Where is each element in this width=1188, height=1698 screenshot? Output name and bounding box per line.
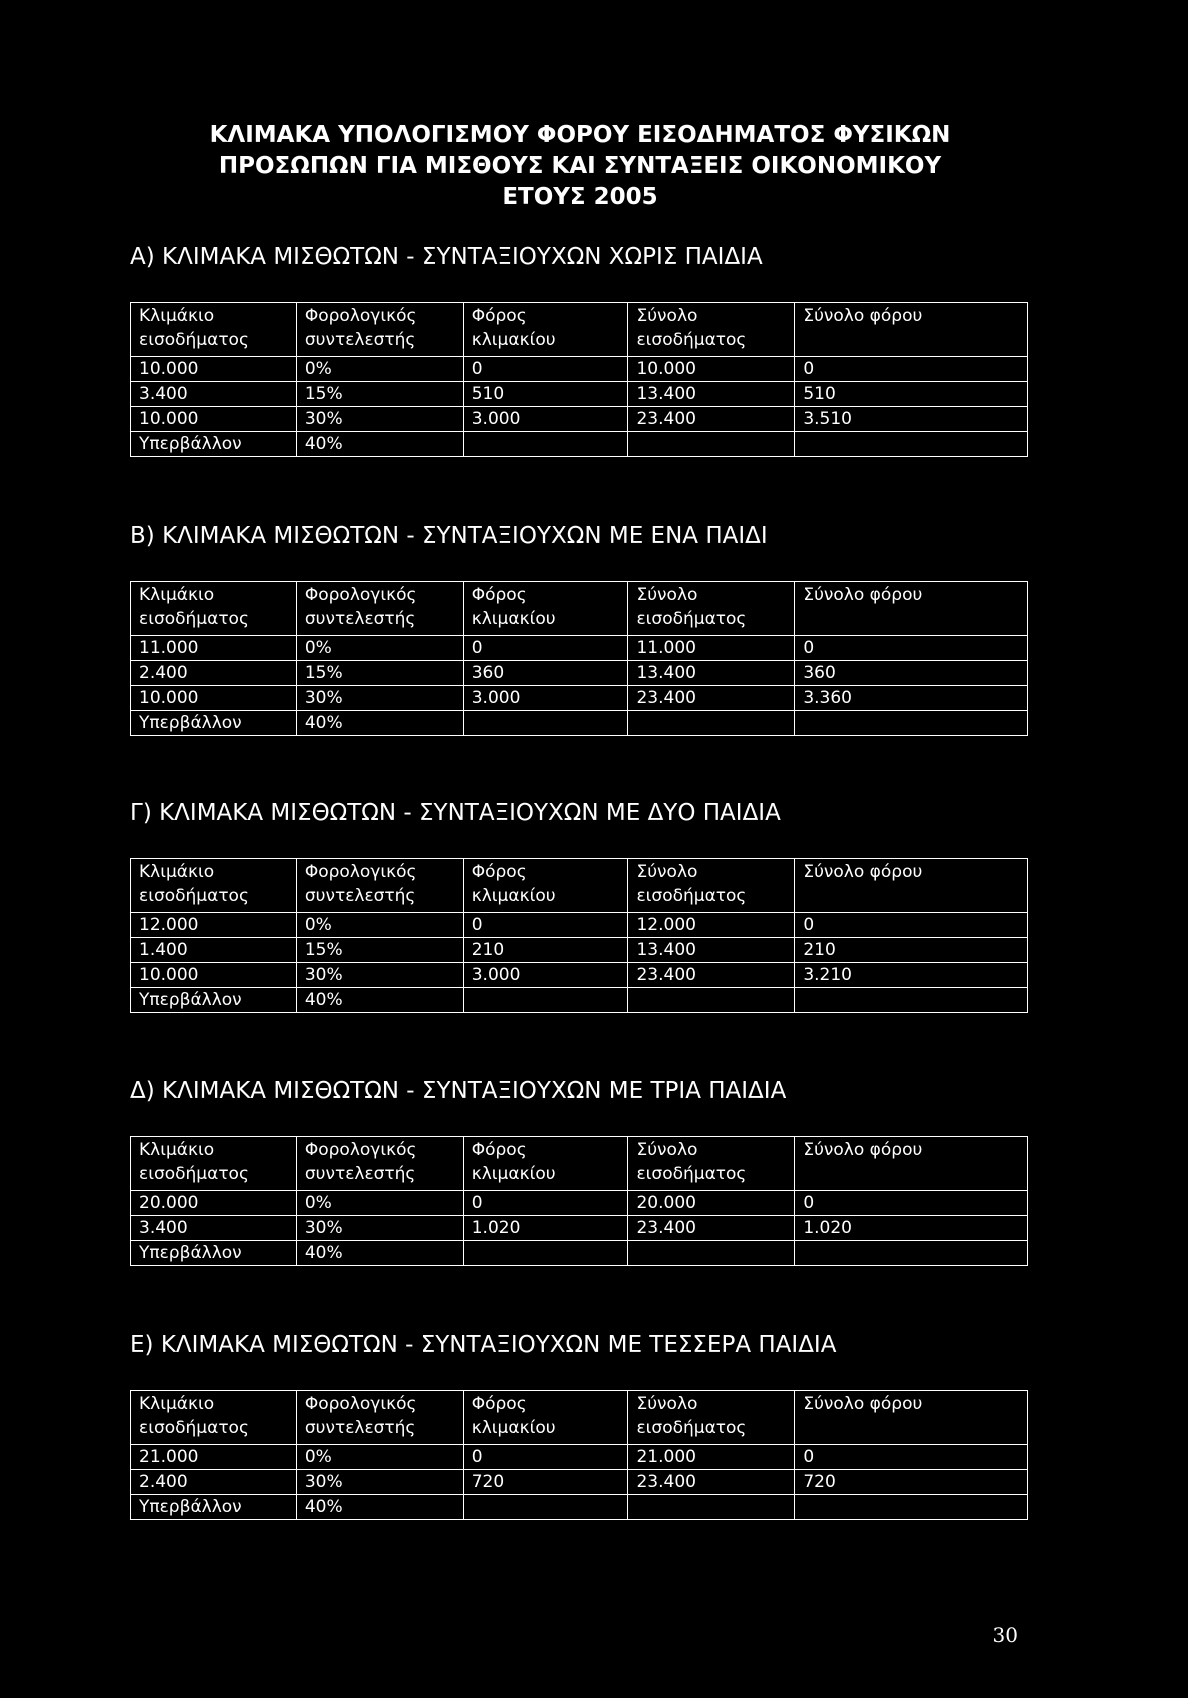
table-cell: 210 [795, 938, 1028, 963]
table-row [131, 913, 1028, 938]
table-cell [463, 432, 628, 457]
table-row [131, 1216, 1028, 1241]
table-cell [628, 1495, 795, 1520]
table-cell: 12.000 [131, 913, 297, 938]
title-line: ΕΤΟΥΣ 2005 [502, 184, 658, 210]
table-cell: 0 [795, 357, 1028, 382]
column-header-line [803, 884, 1019, 908]
table-cell [463, 1241, 628, 1266]
table-cell: 23.400 [628, 1216, 795, 1241]
table-row [131, 938, 1028, 963]
column-header-line: Φόρος [471, 862, 527, 882]
table-cell: 13.400 [628, 938, 795, 963]
table-cell: 2.400 [131, 661, 297, 686]
table-cell: 10.000 [628, 357, 795, 382]
column-header-line: εισοδήματος [139, 609, 249, 629]
column-header-line: Κλιμάκιο [139, 1140, 215, 1160]
column-header-line: Σύνολο [636, 306, 698, 326]
column-header-line: Σύνολο [636, 585, 698, 605]
column-header [628, 1137, 795, 1191]
table-cell: 3.400 [131, 382, 297, 407]
column-header-line: Κλιμάκιο [139, 862, 215, 882]
table-cell: 40% [296, 1495, 463, 1520]
column-header [296, 303, 463, 357]
table-cell: 0 [463, 636, 628, 661]
table-row [131, 661, 1028, 686]
table-row [131, 711, 1028, 736]
table-cell [628, 711, 795, 736]
table-cell: 10.000 [131, 686, 297, 711]
column-header [131, 1137, 297, 1191]
column-header [628, 859, 795, 913]
tax-scale-table [130, 581, 1028, 736]
table-cell: 3.000 [463, 686, 628, 711]
table-cell: 10.000 [131, 357, 297, 382]
column-header-line: κλιμακίου [471, 1418, 556, 1438]
document-title [130, 120, 1030, 213]
table-cell: 23.400 [628, 686, 795, 711]
table-cell: 3.210 [795, 963, 1028, 988]
table-row [131, 1241, 1028, 1266]
table-row [131, 988, 1028, 1013]
column-header [795, 1137, 1028, 1191]
table-cell: 30% [296, 686, 463, 711]
table-cell: 510 [795, 382, 1028, 407]
column-header [795, 1391, 1028, 1445]
column-header-line [803, 607, 1019, 631]
table-cell: 21.000 [628, 1445, 795, 1470]
table-cell [795, 432, 1028, 457]
column-header-line: Φόρος [471, 306, 527, 326]
table-cell: 360 [463, 661, 628, 686]
table-cell [795, 988, 1028, 1013]
section-title: Ε) ΚΛΙΜΑΚΑ ΜΙΣΘΩΤΩΝ - ΣΥΝΤΑΞΙΟΥΧΩΝ ΜΕ ΤΕΣΣΕΡΑ ΠΑΙΔΙΑ [130, 1332, 837, 1358]
table-cell: 360 [795, 661, 1028, 686]
column-header-line: Φορολογικός [304, 1140, 417, 1160]
column-header-line: Κλιμάκιο [139, 1394, 215, 1414]
table-row [131, 1191, 1028, 1216]
table-cell: 11.000 [131, 636, 297, 661]
column-header-line: συντελεστής [304, 609, 416, 629]
column-header-line: εισοδήματος [139, 1164, 249, 1184]
column-header-line [803, 1162, 1019, 1186]
table-cell: Υπερβάλλον [131, 432, 297, 457]
section-e [130, 1331, 1028, 1517]
column-header-line: Φόρος [471, 1140, 527, 1160]
table-cell [463, 1495, 628, 1520]
column-header-line: συντελεστής [304, 1418, 416, 1438]
column-header [628, 582, 795, 636]
table-cell: 15% [296, 661, 463, 686]
column-header-line: Φόρος [471, 1394, 527, 1414]
column-header-line: εισοδήματος [636, 1418, 747, 1438]
table-cell: 23.400 [628, 963, 795, 988]
column-header-line: Σύνολο [636, 862, 698, 882]
table-cell: 2.400 [131, 1470, 297, 1495]
column-header-line: Φορολογικός [304, 306, 417, 326]
section-b [130, 522, 1028, 733]
table-cell [628, 988, 795, 1013]
table-cell: 3.000 [463, 963, 628, 988]
column-header-line: κλιμακίου [471, 1164, 556, 1184]
table-row [131, 686, 1028, 711]
column-header [795, 859, 1028, 913]
table-cell: 0 [795, 636, 1028, 661]
table-cell: 0% [296, 1445, 463, 1470]
table-cell: 0% [296, 357, 463, 382]
table-cell: 30% [296, 407, 463, 432]
column-header-line: Κλιμάκιο [139, 306, 215, 326]
column-header-line: Φορολογικός [304, 585, 417, 605]
table-cell: 0 [463, 357, 628, 382]
column-header [463, 1391, 628, 1445]
column-header-line: Σύνολο φόρου [803, 862, 923, 882]
page-number: 30 [992, 1623, 1018, 1647]
table-cell: 1.020 [463, 1216, 628, 1241]
column-header-line: Σύνολο φόρου [803, 1394, 923, 1414]
table-row [131, 1495, 1028, 1520]
title-line: ΚΛΙΜΑΚΑ ΥΠΟΛΟΓΙΣΜΟΥ ΦΟΡΟΥ ΕΙΣΟΔΗΜΑΤΟΣ ΦΥΣΙΚΩΝ [209, 122, 951, 148]
table-cell: 10.000 [131, 407, 297, 432]
column-header-line: εισοδήματος [636, 330, 747, 350]
table-cell [795, 711, 1028, 736]
table-cell: Υπερβάλλον [131, 711, 297, 736]
table-cell: 210 [463, 938, 628, 963]
column-header [463, 859, 628, 913]
table-cell: 0% [296, 913, 463, 938]
column-header-line: Κλιμάκιο [139, 585, 215, 605]
column-header-line: συντελεστής [304, 886, 416, 906]
column-header [131, 582, 297, 636]
table-cell: 15% [296, 382, 463, 407]
tax-scale-table [130, 858, 1028, 1013]
column-header-line: κλιμακίου [471, 609, 556, 629]
table-header-row [131, 303, 1028, 357]
column-header-line: εισοδήματος [139, 886, 249, 906]
column-header-line: συντελεστής [304, 330, 416, 350]
table-row [131, 1470, 1028, 1495]
table-cell: 720 [463, 1470, 628, 1495]
table-cell: 0 [463, 913, 628, 938]
column-header [296, 859, 463, 913]
column-header [463, 582, 628, 636]
column-header [296, 1137, 463, 1191]
table-cell: 0 [463, 1191, 628, 1216]
section-d [130, 1077, 1028, 1263]
table-cell: 0 [795, 1445, 1028, 1470]
column-header-line: Σύνολο φόρου [803, 306, 923, 326]
column-header-line: Σύνολο φόρου [803, 585, 923, 605]
column-header [463, 1137, 628, 1191]
table-row [131, 636, 1028, 661]
table-cell: 3.000 [463, 407, 628, 432]
table-cell: 0% [296, 1191, 463, 1216]
tax-scale-table [130, 1136, 1028, 1266]
table-cell: 12.000 [628, 913, 795, 938]
table-cell: 1.400 [131, 938, 297, 963]
table-header-row [131, 859, 1028, 913]
section-title: Γ) ΚΛΙΜΑΚΑ ΜΙΣΘΩΤΩΝ - ΣΥΝΤΑΞΙΟΥΧΩΝ ΜΕ ΔΥΟ ΠΑΙΔΙΑ [130, 800, 781, 826]
column-header-line: εισοδήματος [636, 609, 747, 629]
table-cell [628, 1241, 795, 1266]
table-cell: 510 [463, 382, 628, 407]
table-row [131, 382, 1028, 407]
table-cell [628, 432, 795, 457]
table-cell: 20.000 [131, 1191, 297, 1216]
table-cell: 30% [296, 963, 463, 988]
column-header-line: εισοδήματος [636, 886, 747, 906]
table-cell [795, 1241, 1028, 1266]
table-header-row [131, 582, 1028, 636]
column-header [131, 859, 297, 913]
table-cell: Υπερβάλλον [131, 1495, 297, 1520]
column-header [296, 582, 463, 636]
table-cell: 0% [296, 636, 463, 661]
table-cell: 13.400 [628, 382, 795, 407]
section-title: Δ) ΚΛΙΜΑΚΑ ΜΙΣΘΩΤΩΝ - ΣΥΝΤΑΞΙΟΥΧΩΝ ΜΕ ΤΡΙΑ ΠΑΙΔΙΑ [130, 1078, 787, 1104]
table-row [131, 432, 1028, 457]
column-header-line: Σύνολο φόρου [803, 1140, 923, 1160]
table-row [131, 407, 1028, 432]
table-cell: 3.510 [795, 407, 1028, 432]
table-cell: 23.400 [628, 1470, 795, 1495]
column-header-line: Σύνολο [636, 1394, 698, 1414]
column-header-line: εισοδήματος [139, 1418, 249, 1438]
table-cell: 3.360 [795, 686, 1028, 711]
column-header-line: κλιμακίου [471, 886, 556, 906]
table-cell: 11.000 [628, 636, 795, 661]
table-cell: 30% [296, 1470, 463, 1495]
column-header-line: Φορολογικός [304, 862, 417, 882]
section-title: Α) ΚΛΙΜΑΚΑ ΜΙΣΘΩΤΩΝ - ΣΥΝΤΑΞΙΟΥΧΩΝ ΧΩΡΙΣ ΠΑΙΔΙΑ [130, 244, 763, 270]
table-cell: 0 [463, 1445, 628, 1470]
table-cell: 20.000 [628, 1191, 795, 1216]
table-cell: 3.400 [131, 1216, 297, 1241]
table-cell: 40% [296, 1241, 463, 1266]
table-cell: 15% [296, 938, 463, 963]
table-row [131, 963, 1028, 988]
table-cell: 23.400 [628, 407, 795, 432]
column-header-line: κλιμακίου [471, 330, 556, 350]
table-cell: 40% [296, 988, 463, 1013]
column-header [131, 303, 297, 357]
column-header [296, 1391, 463, 1445]
column-header-line [803, 328, 1019, 352]
table-cell: Υπερβάλλον [131, 988, 297, 1013]
table-cell: 1.020 [795, 1216, 1028, 1241]
column-header [463, 303, 628, 357]
section-c [130, 799, 1028, 1010]
column-header-line: συντελεστής [304, 1164, 416, 1184]
column-header-line: Σύνολο [636, 1140, 698, 1160]
table-cell: 30% [296, 1216, 463, 1241]
tax-scale-table [130, 302, 1028, 457]
column-header [795, 582, 1028, 636]
column-header-line: εισοδήματος [139, 330, 249, 350]
table-cell [463, 988, 628, 1013]
section-a [130, 243, 1028, 454]
tax-scale-table [130, 1390, 1028, 1520]
column-header [628, 303, 795, 357]
column-header-line: Φόρος [471, 585, 527, 605]
table-cell: 0 [795, 1191, 1028, 1216]
table-cell: 13.400 [628, 661, 795, 686]
table-cell: 40% [296, 711, 463, 736]
column-header [628, 1391, 795, 1445]
table-header-row [131, 1391, 1028, 1445]
table-cell: 0 [795, 913, 1028, 938]
table-cell: Υπερβάλλον [131, 1241, 297, 1266]
table-cell: 720 [795, 1470, 1028, 1495]
title-line: ΠΡΟΣΩΠΩΝ ΓΙΑ ΜΙΣΘΟΥΣ ΚΑΙ ΣΥΝΤΑΞΕΙΣ ΟΙΚΟΝΟΜΙΚΟΥ [218, 153, 942, 179]
column-header [131, 1391, 297, 1445]
column-header [795, 303, 1028, 357]
table-row [131, 1445, 1028, 1470]
column-header-line: Φορολογικός [304, 1394, 417, 1414]
column-header-line [803, 1416, 1019, 1440]
table-cell [795, 1495, 1028, 1520]
table-cell: 10.000 [131, 963, 297, 988]
table-cell: 40% [296, 432, 463, 457]
column-header-line: εισοδήματος [636, 1164, 747, 1184]
section-title: Β) ΚΛΙΜΑΚΑ ΜΙΣΘΩΤΩΝ - ΣΥΝΤΑΞΙΟΥΧΩΝ ΜΕ ΕΝΑ ΠΑΙΔΙ [130, 523, 768, 549]
table-cell [463, 711, 628, 736]
table-row [131, 357, 1028, 382]
table-cell: 21.000 [131, 1445, 297, 1470]
table-header-row [131, 1137, 1028, 1191]
